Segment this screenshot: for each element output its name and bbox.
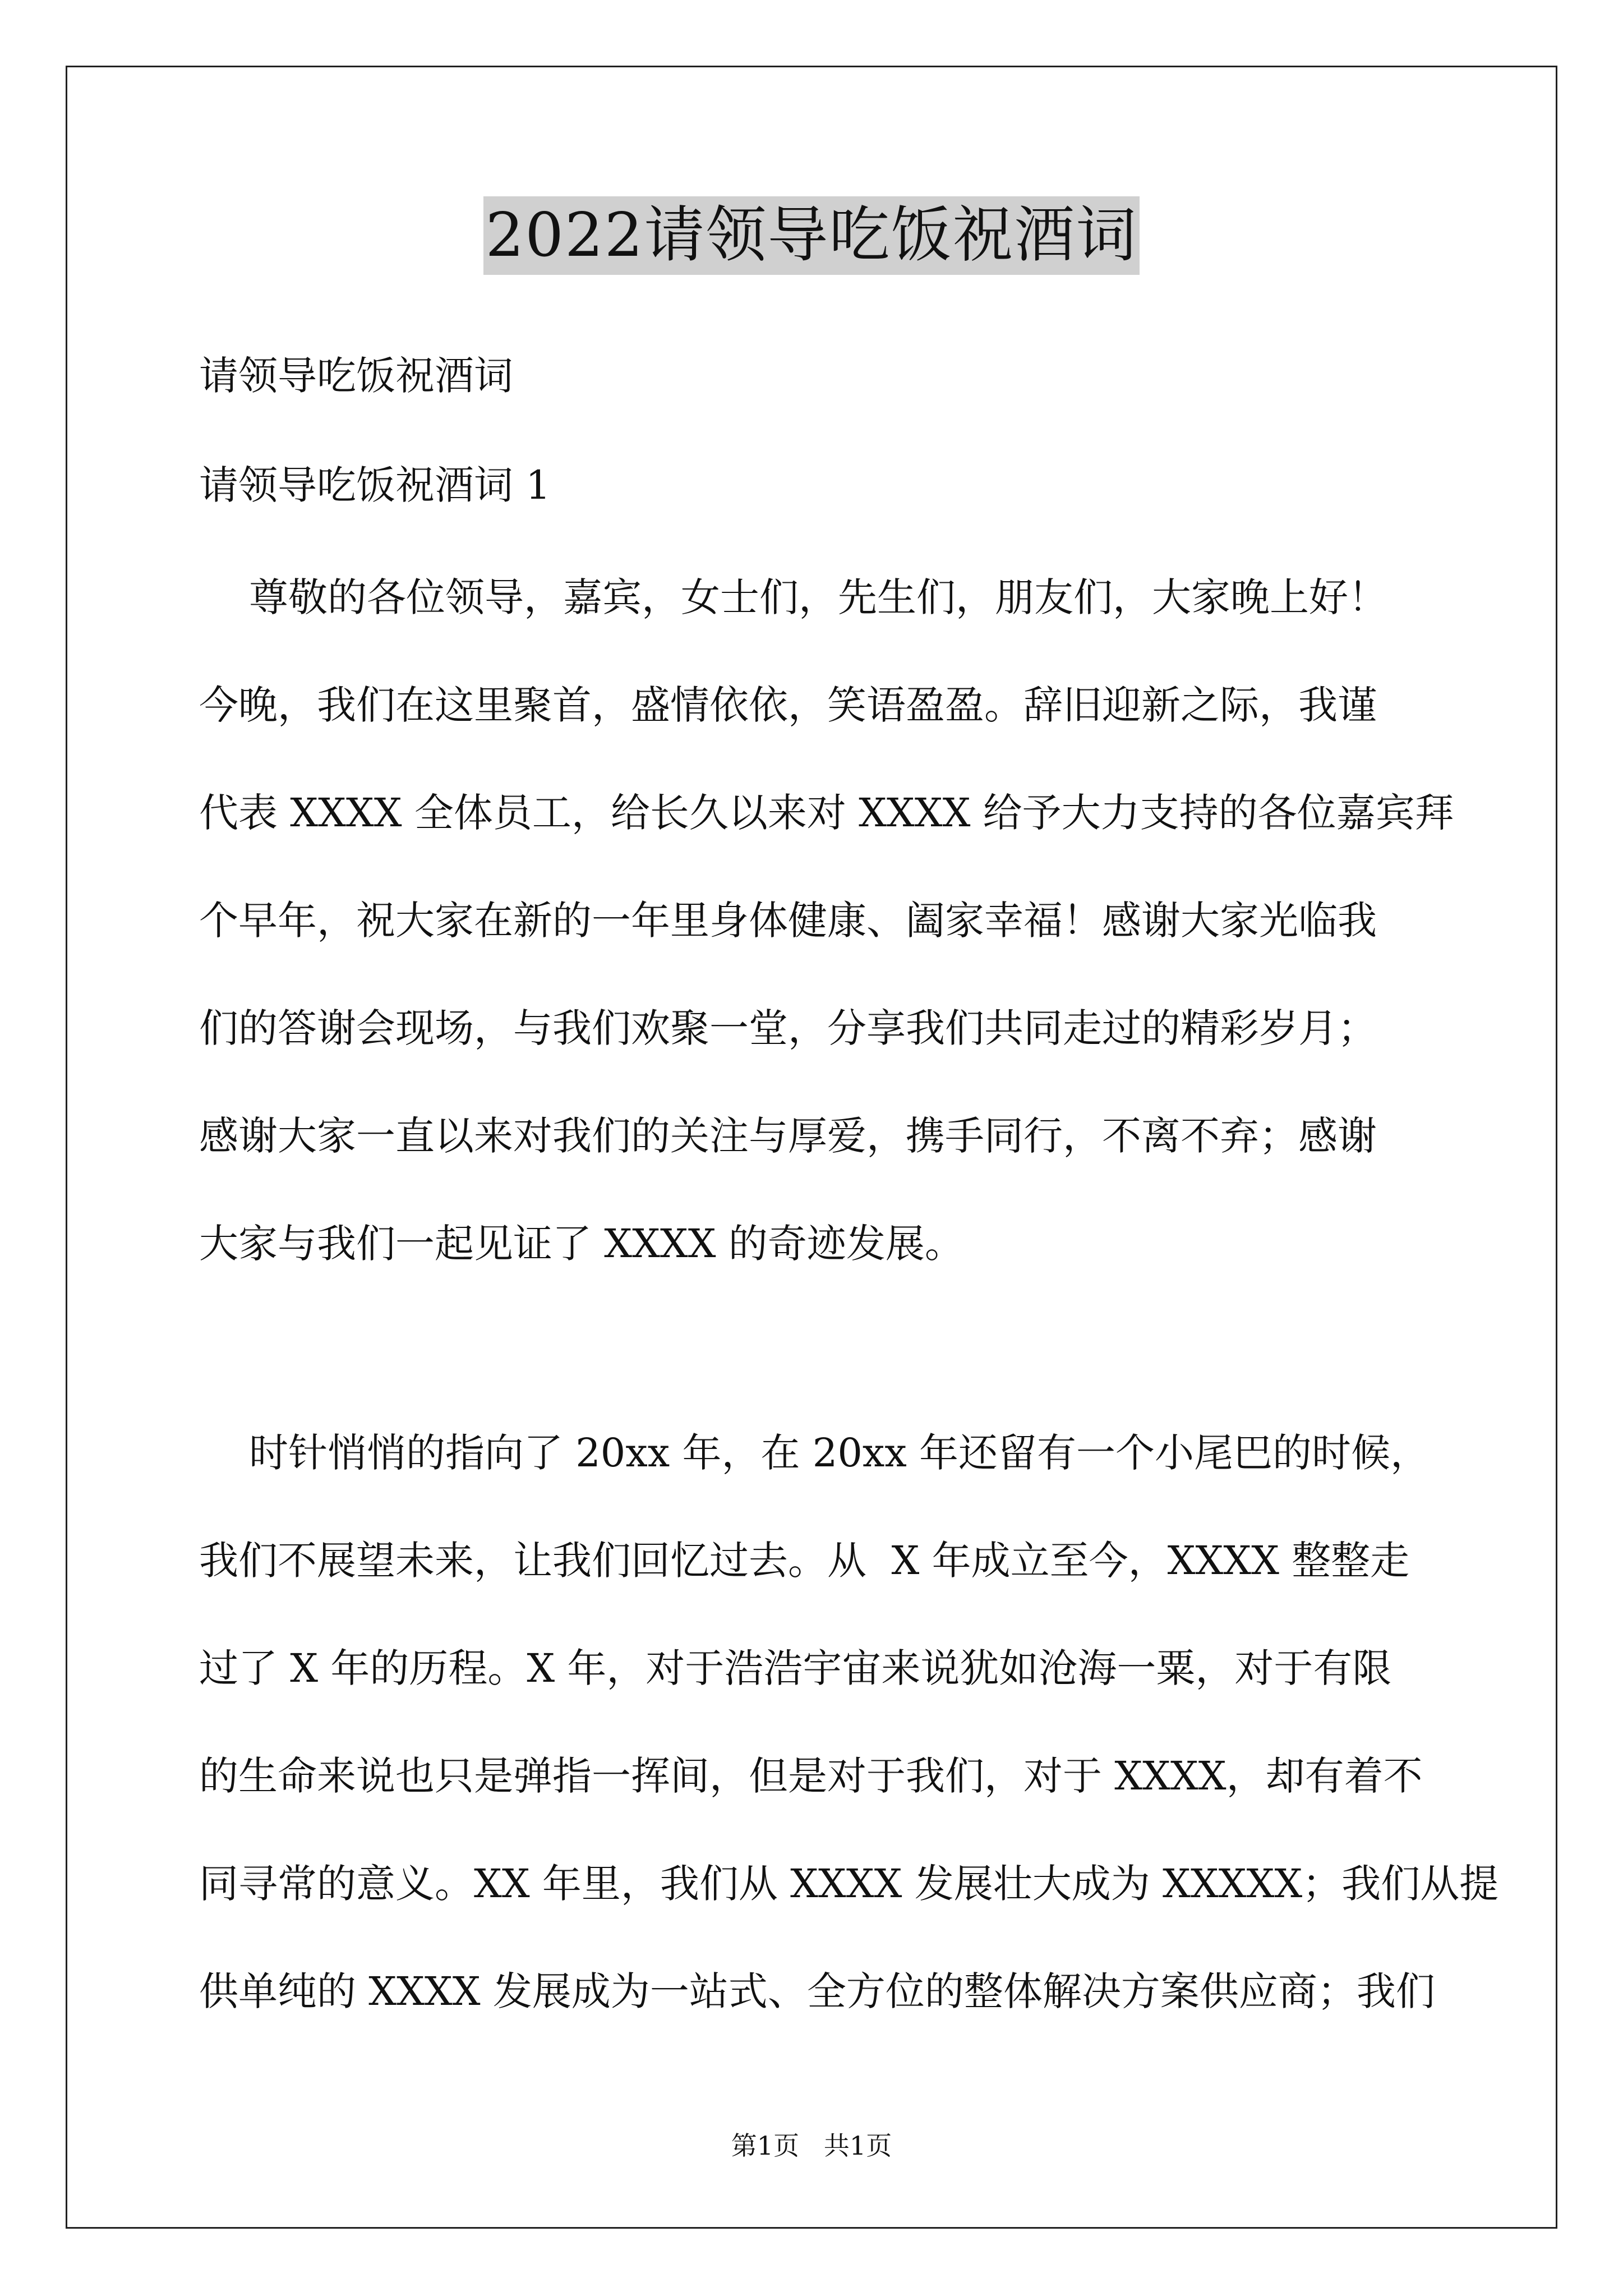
paragraph-line: 供单纯的 XXXX 发展成为一站式、全方位的整体解决方案供应商；我们 xyxy=(199,1968,1435,2014)
section-heading: 请领导吃饭祝酒词 1 xyxy=(199,462,551,508)
paragraph-line: 今晚，我们在这里聚首，盛情依依，笑语盈盈。辞旧迎新之际，我谨 xyxy=(199,682,1377,728)
document-title: 2022请领导吃饭祝酒词 xyxy=(483,196,1140,275)
paragraph-line: 过了 X 年的历程。X 年，对于浩浩宇宙来说犹如沧海一粟，对于有限 xyxy=(199,1645,1392,1691)
paragraph-line: 尊敬的各位领导，嘉宾，女士们，先生们，朋友们，大家晚上好！ xyxy=(199,574,1388,620)
paragraph-line: 感谢大家一直以来对我们的关注与厚爱，携手同行，不离不弃；感谢 xyxy=(199,1113,1377,1159)
paragraph-line: 我们不展望未来，让我们回忆过去。从 X 年成立至今，XXXX 整整走 xyxy=(199,1538,1410,1584)
paragraph-line: 代表 XXXX 全体员工，给长久以来对 XXXX 给予大力支持的各位嘉宾拜 xyxy=(199,790,1454,836)
paragraph-line: 同寻常的意义。XX 年里，我们从 XXXX 发展壮大成为 XXXXX；我们从提 xyxy=(199,1861,1499,1907)
page-footer: 第1页 共1页 xyxy=(731,2131,892,2161)
paragraph-line: 们的答谢会现场，与我们欢聚一堂，分享我们共同走过的精彩岁月； xyxy=(199,1005,1377,1051)
title-container xyxy=(0,196,1623,275)
document-subtitle: 请领导吃饭祝酒词 xyxy=(199,353,513,399)
paragraph-line: 的生命来说也只是弹指一挥间，但是对于我们，对于 XXXX，却有着不 xyxy=(199,1753,1423,1799)
paragraph-line: 个早年，祝大家在新的一年里身体健康、阖家幸福！感谢大家光临我 xyxy=(199,898,1377,944)
paragraph-line: 时针悄悄的指向了 20xx 年，在 20xx 年还留有一个小尾巴的时候， xyxy=(199,1430,1430,1476)
paragraph-line: 大家与我们一起见证了 XXXX 的奇迹发展。 xyxy=(199,1221,964,1267)
